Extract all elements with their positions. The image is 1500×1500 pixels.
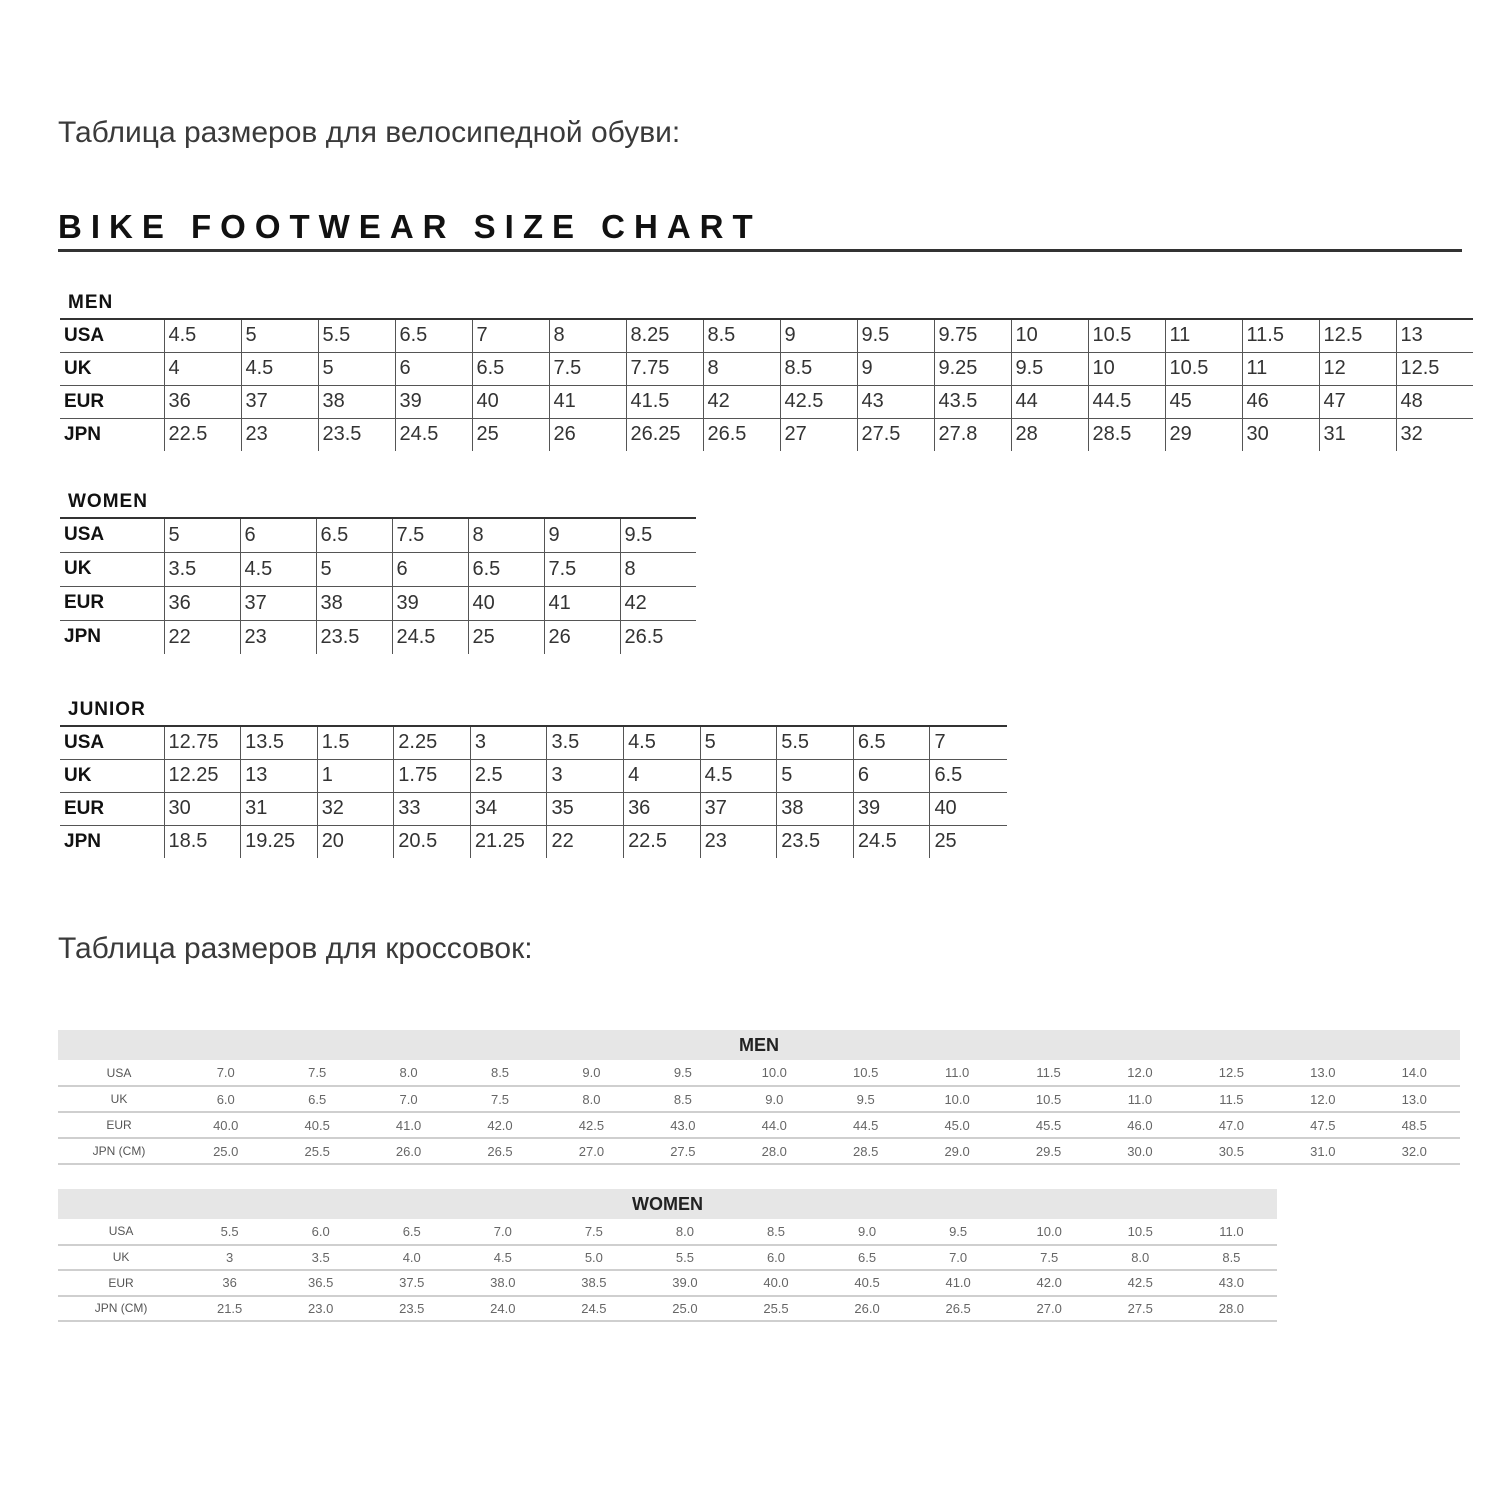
- size-cell: 36: [164, 385, 241, 418]
- size-cell: 7.5: [454, 1086, 545, 1112]
- size-cell: 41.5: [626, 385, 703, 418]
- size-cell: 11.5: [1242, 319, 1319, 352]
- size-cell: 44: [1011, 385, 1088, 418]
- size-cell: 43: [857, 385, 934, 418]
- size-cell: 5: [318, 352, 395, 385]
- table-row: [58, 1138, 1460, 1164]
- title-divider: [58, 249, 1462, 252]
- size-cell: 26.5: [703, 418, 780, 451]
- size-cell: 23.5: [366, 1296, 457, 1322]
- bike-size-heading-ru: Таблица размеров для велосипедной обуви:: [58, 116, 681, 149]
- size-cell: 8.0: [639, 1219, 730, 1245]
- size-cell: 6.5: [930, 759, 1007, 792]
- size-cell: 1: [317, 759, 394, 792]
- size-cell: 40.0: [180, 1112, 271, 1138]
- size-cell: 25: [472, 418, 549, 451]
- table-row: [60, 418, 1473, 451]
- size-cell: 42.5: [546, 1112, 637, 1138]
- size-cell: 28.0: [1186, 1296, 1277, 1322]
- row-label: UK: [60, 352, 164, 385]
- table-row: [58, 1060, 1460, 1086]
- size-cell: 33: [394, 792, 471, 825]
- size-cell: 8: [703, 352, 780, 385]
- size-cell: 8: [468, 518, 544, 552]
- table-row: [60, 385, 1473, 418]
- table-row: [60, 319, 1473, 352]
- size-cell: 40.5: [271, 1112, 362, 1138]
- size-cell: 39: [392, 586, 468, 620]
- size-cell: 10.5: [820, 1060, 911, 1086]
- row-label: USA: [60, 319, 164, 352]
- size-cell: 5: [777, 759, 854, 792]
- size-cell: 43.0: [1186, 1270, 1277, 1296]
- size-cell: 23.5: [318, 418, 395, 451]
- size-cell: 20: [317, 825, 394, 858]
- sneaker-women-table: [58, 1219, 1277, 1322]
- size-cell: 10.0: [1004, 1219, 1095, 1245]
- size-cell: 39.0: [639, 1270, 730, 1296]
- size-cell: 10.0: [729, 1060, 820, 1086]
- size-cell: 34: [470, 792, 547, 825]
- size-cell: 10.0: [911, 1086, 1002, 1112]
- size-cell: 8.25: [626, 319, 703, 352]
- size-cell: 43.5: [934, 385, 1011, 418]
- size-cell: 11.5: [1003, 1060, 1094, 1086]
- size-cell: 7.5: [1004, 1245, 1095, 1271]
- size-cell: 40: [930, 792, 1007, 825]
- size-cell: 8.5: [637, 1086, 728, 1112]
- size-cell: 5.5: [777, 726, 854, 759]
- size-cell: 3: [470, 726, 547, 759]
- size-cell: 4.5: [241, 352, 318, 385]
- size-cell: 38.0: [457, 1270, 548, 1296]
- size-cell: 25.0: [639, 1296, 730, 1322]
- size-cell: 30.5: [1186, 1138, 1277, 1164]
- size-cell: 23: [241, 418, 318, 451]
- size-cell: 14.0: [1369, 1060, 1460, 1086]
- size-cell: 47: [1319, 385, 1396, 418]
- size-cell: 22: [164, 620, 240, 654]
- size-cell: 11: [1165, 319, 1242, 352]
- size-cell: 40.5: [822, 1270, 913, 1296]
- size-cell: 38: [318, 385, 395, 418]
- size-cell: 32: [1396, 418, 1473, 451]
- bike-junior-title: JUNIOR: [68, 699, 146, 720]
- size-cell: 6.0: [730, 1245, 821, 1271]
- size-cell: 13.0: [1277, 1060, 1368, 1086]
- size-cell: 6.5: [316, 518, 392, 552]
- size-cell: 36: [184, 1270, 275, 1296]
- row-label: JPN: [60, 825, 164, 858]
- row-label: USA: [60, 726, 164, 759]
- size-cell: 12: [1319, 352, 1396, 385]
- size-cell: 8.5: [780, 352, 857, 385]
- size-cell: 9.5: [820, 1086, 911, 1112]
- size-cell: 30: [1242, 418, 1319, 451]
- size-cell: 28.0: [729, 1138, 820, 1164]
- size-cell: 7.5: [549, 352, 626, 385]
- row-label: JPN: [60, 620, 164, 654]
- size-cell: 46.0: [1094, 1112, 1185, 1138]
- size-cell: 23: [700, 825, 777, 858]
- size-cell: 26: [549, 418, 626, 451]
- size-cell: 10: [1011, 319, 1088, 352]
- size-cell: 42.5: [780, 385, 857, 418]
- table-row: [60, 586, 696, 620]
- table-row: [60, 792, 1007, 825]
- size-cell: 25: [930, 825, 1007, 858]
- size-cell: 31: [241, 792, 318, 825]
- size-cell: 9.0: [546, 1060, 637, 1086]
- size-cell: 23.5: [316, 620, 392, 654]
- bike-men-table: [60, 318, 1473, 451]
- size-cell: 8.5: [730, 1219, 821, 1245]
- size-cell: 3: [547, 759, 624, 792]
- size-cell: 6.5: [472, 352, 549, 385]
- bike-women-title: WOMEN: [68, 491, 148, 512]
- size-cell: 42.0: [1004, 1270, 1095, 1296]
- size-cell: 27.5: [857, 418, 934, 451]
- size-cell: 27.5: [1095, 1296, 1186, 1322]
- size-cell: 41: [544, 586, 620, 620]
- size-cell: 37: [700, 792, 777, 825]
- table-row: [60, 759, 1007, 792]
- size-cell: 26.5: [620, 620, 696, 654]
- size-cell: 8.5: [703, 319, 780, 352]
- size-cell: 36.5: [275, 1270, 366, 1296]
- size-cell: 12.0: [1094, 1060, 1185, 1086]
- size-cell: 7.5: [392, 518, 468, 552]
- size-cell: 39: [395, 385, 472, 418]
- row-label: JPN: [60, 418, 164, 451]
- size-cell: 10.5: [1003, 1086, 1094, 1112]
- size-cell: 8.0: [363, 1060, 454, 1086]
- page-title: BIKE FOOTWEAR SIZE CHART: [58, 208, 762, 245]
- size-cell: 21.5: [184, 1296, 275, 1322]
- size-cell: 9: [544, 518, 620, 552]
- size-cell: 7: [472, 319, 549, 352]
- row-label: JPN (CM): [58, 1296, 184, 1322]
- size-cell: 9.5: [1011, 352, 1088, 385]
- row-label: UK: [58, 1086, 180, 1112]
- size-cell: 5: [700, 726, 777, 759]
- size-cell: 40: [472, 385, 549, 418]
- size-cell: 4.5: [624, 726, 701, 759]
- size-cell: 12.75: [164, 726, 241, 759]
- size-cell: 3.5: [275, 1245, 366, 1271]
- table-row: [60, 518, 696, 552]
- size-cell: 22.5: [164, 418, 241, 451]
- size-cell: 28.5: [820, 1138, 911, 1164]
- size-cell: 8: [620, 552, 696, 586]
- size-cell: 42.5: [1095, 1270, 1186, 1296]
- size-cell: 37: [240, 586, 316, 620]
- size-cell: 11.0: [911, 1060, 1002, 1086]
- size-cell: 9.0: [822, 1219, 913, 1245]
- size-cell: 25.5: [271, 1138, 362, 1164]
- size-cell: 19.25: [241, 825, 318, 858]
- size-cell: 10: [1088, 352, 1165, 385]
- size-cell: 29: [1165, 418, 1242, 451]
- size-cell: 27.5: [637, 1138, 728, 1164]
- size-cell: 26.5: [454, 1138, 545, 1164]
- row-label: USA: [58, 1219, 184, 1245]
- size-cell: 6: [240, 518, 316, 552]
- size-cell: 11: [1242, 352, 1319, 385]
- size-cell: 48.5: [1369, 1112, 1460, 1138]
- size-cell: 31: [1319, 418, 1396, 451]
- size-cell: 22.5: [624, 825, 701, 858]
- size-cell: 22: [547, 825, 624, 858]
- size-cell: 4.5: [164, 319, 241, 352]
- size-cell: 29.5: [1003, 1138, 1094, 1164]
- size-cell: 3.5: [164, 552, 240, 586]
- size-cell: 6.5: [366, 1219, 457, 1245]
- bike-women-table: [60, 517, 696, 654]
- size-cell: 2.25: [394, 726, 471, 759]
- size-cell: 23.0: [275, 1296, 366, 1322]
- size-cell: 24.5: [395, 418, 472, 451]
- size-cell: 27: [780, 418, 857, 451]
- sneaker-men-band: MEN: [58, 1030, 1460, 1060]
- size-cell: 35: [547, 792, 624, 825]
- size-cell: 21.25: [470, 825, 547, 858]
- size-cell: 5: [164, 518, 240, 552]
- table-row: [58, 1296, 1277, 1322]
- size-cell: 4.5: [700, 759, 777, 792]
- size-cell: 12.5: [1319, 319, 1396, 352]
- size-cell: 12.5: [1396, 352, 1473, 385]
- size-cell: 12.5: [1186, 1060, 1277, 1086]
- size-cell: 5.5: [639, 1245, 730, 1271]
- table-row: [58, 1245, 1277, 1271]
- size-cell: 5.5: [318, 319, 395, 352]
- size-cell: 8.0: [546, 1086, 637, 1112]
- table-row: [58, 1219, 1277, 1245]
- size-cell: 6: [392, 552, 468, 586]
- size-cell: 8.5: [1186, 1245, 1277, 1271]
- size-cell: 32.0: [1369, 1138, 1460, 1164]
- size-cell: 6.5: [468, 552, 544, 586]
- size-cell: 6.5: [853, 726, 930, 759]
- size-cell: 24.5: [853, 825, 930, 858]
- size-cell: 5: [241, 319, 318, 352]
- size-cell: 6.5: [395, 319, 472, 352]
- size-cell: 5.0: [548, 1245, 639, 1271]
- table-row: [60, 825, 1007, 858]
- size-cell: 6: [853, 759, 930, 792]
- size-cell: 45: [1165, 385, 1242, 418]
- size-cell: 45.5: [1003, 1112, 1094, 1138]
- size-cell: 11.5: [1186, 1086, 1277, 1112]
- size-cell: 12.25: [164, 759, 241, 792]
- size-cell: 8.5: [454, 1060, 545, 1086]
- size-cell: 47.0: [1186, 1112, 1277, 1138]
- size-cell: 4: [164, 352, 241, 385]
- size-cell: 12.0: [1277, 1086, 1368, 1112]
- size-cell: 13: [241, 759, 318, 792]
- size-cell: 32: [317, 792, 394, 825]
- table-row: [60, 352, 1473, 385]
- row-label: UK: [60, 552, 164, 586]
- size-cell: 8: [549, 319, 626, 352]
- size-cell: 7.0: [363, 1086, 454, 1112]
- size-cell: 30.0: [1094, 1138, 1185, 1164]
- size-cell: 41.0: [363, 1112, 454, 1138]
- size-cell: 27.8: [934, 418, 1011, 451]
- size-cell: 18.5: [164, 825, 241, 858]
- size-cell: 7.0: [913, 1245, 1004, 1271]
- row-label: EUR: [60, 586, 164, 620]
- size-cell: 42.0: [454, 1112, 545, 1138]
- size-cell: 36: [624, 792, 701, 825]
- size-cell: 23: [240, 620, 316, 654]
- size-cell: 7.0: [457, 1219, 548, 1245]
- size-cell: 36: [164, 586, 240, 620]
- size-cell: 38: [777, 792, 854, 825]
- table-row: [60, 726, 1007, 759]
- size-cell: 48: [1396, 385, 1473, 418]
- table-row: [58, 1270, 1277, 1296]
- row-label: USA: [60, 518, 164, 552]
- size-cell: 1.75: [394, 759, 471, 792]
- size-cell: 3: [184, 1245, 275, 1271]
- size-cell: 44.0: [729, 1112, 820, 1138]
- row-label: EUR: [58, 1270, 184, 1296]
- size-cell: 7.5: [544, 552, 620, 586]
- size-cell: 2.5: [470, 759, 547, 792]
- size-cell: 3.5: [547, 726, 624, 759]
- row-label: JPN (CM): [58, 1138, 180, 1164]
- size-cell: 26.5: [913, 1296, 1004, 1322]
- sneaker-women-band: WOMEN: [58, 1189, 1277, 1219]
- size-cell: 47.5: [1277, 1112, 1368, 1138]
- table-row: [60, 552, 696, 586]
- size-cell: 37: [241, 385, 318, 418]
- row-label: UK: [60, 759, 164, 792]
- size-cell: 6.0: [275, 1219, 366, 1245]
- size-cell: 4.5: [240, 552, 316, 586]
- table-row: [60, 620, 696, 654]
- size-cell: 24.5: [548, 1296, 639, 1322]
- row-label: EUR: [60, 792, 164, 825]
- size-cell: 4: [624, 759, 701, 792]
- size-cell: 10.5: [1095, 1219, 1186, 1245]
- size-cell: 31.0: [1277, 1138, 1368, 1164]
- size-cell: 6.5: [822, 1245, 913, 1271]
- size-cell: 40: [468, 586, 544, 620]
- size-cell: 9.5: [637, 1060, 728, 1086]
- size-cell: 26.25: [626, 418, 703, 451]
- size-cell: 7.5: [271, 1060, 362, 1086]
- size-cell: 42: [703, 385, 780, 418]
- size-cell: 44.5: [1088, 385, 1165, 418]
- size-cell: 45.0: [911, 1112, 1002, 1138]
- size-cell: 7.5: [548, 1219, 639, 1245]
- size-cell: 43.0: [637, 1112, 728, 1138]
- size-cell: 25.5: [730, 1296, 821, 1322]
- size-cell: 38: [316, 586, 392, 620]
- size-cell: 27.0: [546, 1138, 637, 1164]
- bike-junior-table: [60, 725, 1007, 858]
- size-cell: 46: [1242, 385, 1319, 418]
- size-cell: 25: [468, 620, 544, 654]
- size-cell: 9.25: [934, 352, 1011, 385]
- size-cell: 44.5: [820, 1112, 911, 1138]
- size-cell: 20.5: [394, 825, 471, 858]
- size-cell: 25.0: [180, 1138, 271, 1164]
- size-cell: 24.5: [392, 620, 468, 654]
- size-cell: 23.5: [777, 825, 854, 858]
- size-cell: 9.5: [913, 1219, 1004, 1245]
- size-cell: 26: [544, 620, 620, 654]
- size-cell: 40.0: [730, 1270, 821, 1296]
- table-row: [58, 1086, 1460, 1112]
- size-cell: 9.5: [857, 319, 934, 352]
- size-cell: 7.0: [180, 1060, 271, 1086]
- size-cell: 1.5: [317, 726, 394, 759]
- size-cell: 37.5: [366, 1270, 457, 1296]
- size-cell: 28: [1011, 418, 1088, 451]
- size-cell: 7.75: [626, 352, 703, 385]
- size-cell: 6.0: [180, 1086, 271, 1112]
- size-cell: 9: [857, 352, 934, 385]
- bike-men-title: MEN: [68, 292, 114, 313]
- size-cell: 41: [549, 385, 626, 418]
- size-cell: 5: [316, 552, 392, 586]
- size-cell: 24.0: [457, 1296, 548, 1322]
- row-label: EUR: [60, 385, 164, 418]
- size-cell: 4.0: [366, 1245, 457, 1271]
- size-cell: 9.5: [620, 518, 696, 552]
- size-cell: 30: [164, 792, 241, 825]
- size-cell: 7: [930, 726, 1007, 759]
- size-cell: 9: [780, 319, 857, 352]
- size-cell: 9.0: [729, 1086, 820, 1112]
- size-cell: 42: [620, 586, 696, 620]
- size-cell: 26.0: [363, 1138, 454, 1164]
- size-cell: 13.0: [1369, 1086, 1460, 1112]
- size-cell: 27.0: [1004, 1296, 1095, 1322]
- size-cell: 6: [395, 352, 472, 385]
- sneaker-size-heading-ru: Таблица размеров для кроссовок:: [58, 932, 533, 965]
- size-cell: 28.5: [1088, 418, 1165, 451]
- size-cell: 13: [1396, 319, 1473, 352]
- size-cell: 10.5: [1165, 352, 1242, 385]
- size-cell: 38.5: [548, 1270, 639, 1296]
- size-cell: 11.0: [1186, 1219, 1277, 1245]
- size-cell: 10.5: [1088, 319, 1165, 352]
- size-cell: 13.5: [241, 726, 318, 759]
- size-cell: 9.75: [934, 319, 1011, 352]
- size-cell: 26.0: [822, 1296, 913, 1322]
- row-label: UK: [58, 1245, 184, 1271]
- sneaker-men-table: [58, 1060, 1460, 1165]
- size-cell: 8.0: [1095, 1245, 1186, 1271]
- size-cell: 41.0: [913, 1270, 1004, 1296]
- size-cell: 11.0: [1094, 1086, 1185, 1112]
- size-cell: 29.0: [911, 1138, 1002, 1164]
- size-cell: 6.5: [271, 1086, 362, 1112]
- size-cell: 5.5: [184, 1219, 275, 1245]
- row-label: USA: [58, 1060, 180, 1086]
- size-cell: 39: [853, 792, 930, 825]
- size-cell: 4.5: [457, 1245, 548, 1271]
- table-row: [58, 1112, 1460, 1138]
- row-label: EUR: [58, 1112, 180, 1138]
